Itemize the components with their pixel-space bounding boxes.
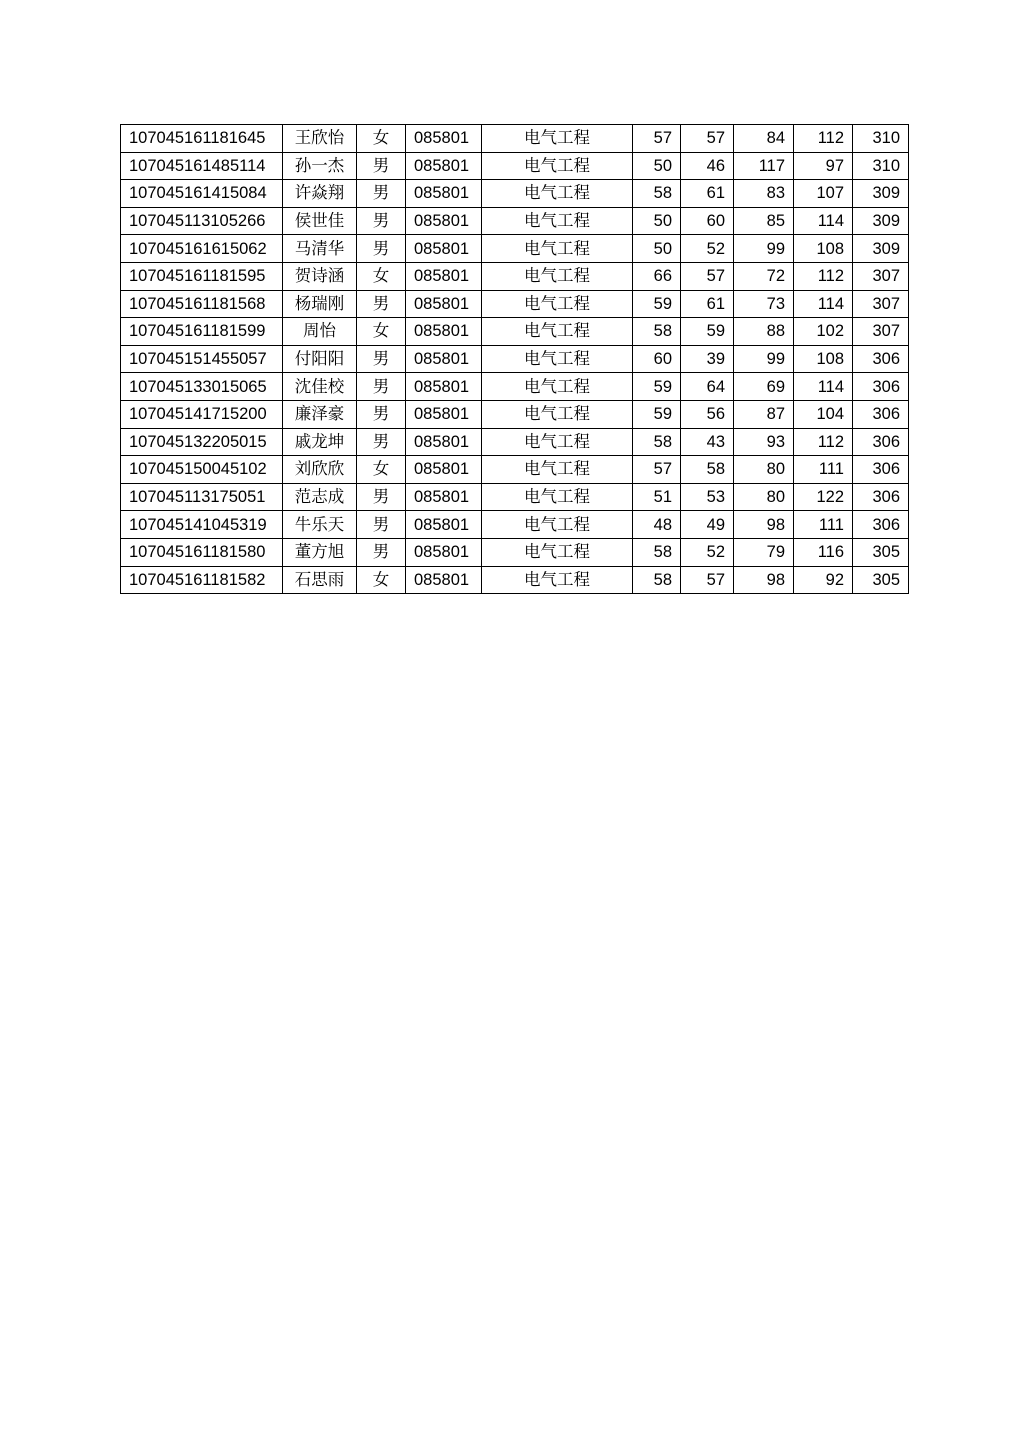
cell-total-score: 307	[853, 290, 909, 318]
table-row	[121, 262, 909, 290]
cell-gender: 男	[357, 152, 406, 180]
cell-exam-id: 107045161181580	[121, 538, 283, 566]
cell-name: 石思雨	[283, 566, 357, 594]
cell-gender: 男	[357, 180, 406, 208]
cell-score-1: 58	[633, 428, 681, 456]
cell-score-2: 57	[681, 566, 734, 594]
cell-score-3: 99	[734, 235, 794, 263]
cell-name: 董方旭	[283, 538, 357, 566]
cell-name: 范志成	[283, 483, 357, 511]
cell-score-3: 98	[734, 566, 794, 594]
table-row	[121, 428, 909, 456]
cell-score-1: 51	[633, 483, 681, 511]
cell-score-1: 60	[633, 345, 681, 373]
cell-name: 许焱翔	[283, 180, 357, 208]
cell-total-score: 306	[853, 400, 909, 428]
cell-score-4: 111	[794, 456, 853, 484]
cell-total-score: 309	[853, 207, 909, 235]
cell-score-3: 80	[734, 483, 794, 511]
cell-score-3: 83	[734, 180, 794, 208]
cell-score-1: 57	[633, 456, 681, 484]
cell-major-name: 电气工程	[482, 290, 633, 318]
cell-exam-id: 107045161485114	[121, 152, 283, 180]
cell-major-name: 电气工程	[482, 373, 633, 401]
cell-major-name: 电气工程	[482, 566, 633, 594]
score-table	[120, 124, 909, 594]
cell-score-2: 39	[681, 345, 734, 373]
cell-total-score: 309	[853, 180, 909, 208]
cell-major-code: 085801	[406, 428, 482, 456]
cell-score-3: 87	[734, 400, 794, 428]
cell-score-1: 50	[633, 235, 681, 263]
cell-score-2: 57	[681, 125, 734, 153]
cell-major-name: 电气工程	[482, 483, 633, 511]
cell-exam-id: 107045113175051	[121, 483, 283, 511]
cell-exam-id: 107045113105266	[121, 207, 283, 235]
cell-name: 杨瑞刚	[283, 290, 357, 318]
cell-gender: 男	[357, 235, 406, 263]
cell-major-code: 085801	[406, 262, 482, 290]
table-row	[121, 456, 909, 484]
table-row	[121, 152, 909, 180]
cell-score-3: 84	[734, 125, 794, 153]
cell-major-name: 电气工程	[482, 262, 633, 290]
cell-score-3: 99	[734, 345, 794, 373]
cell-gender: 女	[357, 456, 406, 484]
cell-name: 周怡	[283, 318, 357, 346]
cell-exam-id: 107045133015065	[121, 373, 283, 401]
cell-gender: 男	[357, 400, 406, 428]
table-row	[121, 180, 909, 208]
cell-exam-id: 107045132205015	[121, 428, 283, 456]
cell-major-code: 085801	[406, 511, 482, 539]
cell-score-1: 58	[633, 318, 681, 346]
cell-exam-id: 107045161181599	[121, 318, 283, 346]
cell-score-4: 112	[794, 428, 853, 456]
cell-exam-id: 107045151455057	[121, 345, 283, 373]
cell-name: 王欣怡	[283, 125, 357, 153]
cell-exam-id: 107045161615062	[121, 235, 283, 263]
table-row	[121, 290, 909, 318]
cell-score-4: 92	[794, 566, 853, 594]
cell-score-1: 57	[633, 125, 681, 153]
cell-gender: 男	[357, 290, 406, 318]
table-row	[121, 318, 909, 346]
cell-major-code: 085801	[406, 566, 482, 594]
cell-major-code: 085801	[406, 235, 482, 263]
cell-major-name: 电气工程	[482, 125, 633, 153]
cell-score-1: 58	[633, 180, 681, 208]
cell-major-name: 电气工程	[482, 345, 633, 373]
cell-name: 刘欣欣	[283, 456, 357, 484]
cell-major-name: 电气工程	[482, 400, 633, 428]
cell-score-4: 108	[794, 345, 853, 373]
cell-major-name: 电气工程	[482, 180, 633, 208]
cell-score-2: 61	[681, 180, 734, 208]
cell-score-4: 108	[794, 235, 853, 263]
cell-major-code: 085801	[406, 207, 482, 235]
cell-score-2: 58	[681, 456, 734, 484]
table-row	[121, 125, 909, 153]
cell-score-4: 112	[794, 125, 853, 153]
cell-total-score: 306	[853, 345, 909, 373]
cell-major-code: 085801	[406, 538, 482, 566]
cell-score-1: 59	[633, 373, 681, 401]
cell-score-4: 102	[794, 318, 853, 346]
cell-exam-id: 107045150045102	[121, 456, 283, 484]
cell-gender: 女	[357, 566, 406, 594]
cell-major-name: 电气工程	[482, 207, 633, 235]
cell-score-4: 112	[794, 262, 853, 290]
cell-total-score: 310	[853, 125, 909, 153]
cell-score-1: 50	[633, 152, 681, 180]
cell-major-name: 电气工程	[482, 428, 633, 456]
cell-exam-id: 107045161415084	[121, 180, 283, 208]
cell-total-score: 307	[853, 262, 909, 290]
table-body	[121, 125, 909, 594]
cell-major-name: 电气工程	[482, 538, 633, 566]
cell-name: 付阳阳	[283, 345, 357, 373]
cell-score-1: 50	[633, 207, 681, 235]
cell-score-3: 93	[734, 428, 794, 456]
cell-major-code: 085801	[406, 373, 482, 401]
cell-name: 侯世佳	[283, 207, 357, 235]
cell-major-code: 085801	[406, 180, 482, 208]
cell-score-2: 46	[681, 152, 734, 180]
cell-gender: 男	[357, 207, 406, 235]
cell-score-2: 53	[681, 483, 734, 511]
cell-name: 贺诗涵	[283, 262, 357, 290]
cell-gender: 男	[357, 538, 406, 566]
cell-score-4: 97	[794, 152, 853, 180]
cell-gender: 女	[357, 262, 406, 290]
cell-name: 孙一杰	[283, 152, 357, 180]
cell-score-4: 116	[794, 538, 853, 566]
cell-score-3: 72	[734, 262, 794, 290]
table-row	[121, 566, 909, 594]
cell-score-4: 104	[794, 400, 853, 428]
cell-score-3: 69	[734, 373, 794, 401]
cell-exam-id: 107045141045319	[121, 511, 283, 539]
cell-gender: 男	[357, 373, 406, 401]
table-row	[121, 400, 909, 428]
cell-score-1: 59	[633, 290, 681, 318]
cell-name: 牛乐天	[283, 511, 357, 539]
cell-score-2: 43	[681, 428, 734, 456]
cell-gender: 男	[357, 345, 406, 373]
cell-major-name: 电气工程	[482, 235, 633, 263]
cell-major-code: 085801	[406, 345, 482, 373]
cell-gender: 男	[357, 483, 406, 511]
cell-total-score: 309	[853, 235, 909, 263]
cell-name: 戚龙坤	[283, 428, 357, 456]
cell-gender: 男	[357, 428, 406, 456]
cell-major-name: 电气工程	[482, 456, 633, 484]
cell-score-1: 58	[633, 566, 681, 594]
cell-name: 沈佳校	[283, 373, 357, 401]
cell-score-4: 111	[794, 511, 853, 539]
cell-score-2: 64	[681, 373, 734, 401]
cell-major-name: 电气工程	[482, 318, 633, 346]
cell-score-2: 56	[681, 400, 734, 428]
cell-gender: 男	[357, 511, 406, 539]
cell-score-4: 114	[794, 290, 853, 318]
cell-major-code: 085801	[406, 152, 482, 180]
cell-total-score: 305	[853, 538, 909, 566]
cell-score-3: 88	[734, 318, 794, 346]
cell-score-3: 73	[734, 290, 794, 318]
cell-score-2: 57	[681, 262, 734, 290]
cell-score-3: 79	[734, 538, 794, 566]
cell-major-code: 085801	[406, 483, 482, 511]
cell-name: 廉泽豪	[283, 400, 357, 428]
cell-score-3: 80	[734, 456, 794, 484]
cell-total-score: 306	[853, 483, 909, 511]
cell-score-4: 114	[794, 207, 853, 235]
table-row	[121, 207, 909, 235]
cell-total-score: 306	[853, 456, 909, 484]
cell-score-2: 59	[681, 318, 734, 346]
cell-score-2: 52	[681, 235, 734, 263]
table-row	[121, 483, 909, 511]
cell-exam-id: 107045161181595	[121, 262, 283, 290]
cell-total-score: 306	[853, 373, 909, 401]
cell-total-score: 310	[853, 152, 909, 180]
cell-score-2: 52	[681, 538, 734, 566]
cell-major-code: 085801	[406, 400, 482, 428]
table-row	[121, 345, 909, 373]
cell-total-score: 305	[853, 566, 909, 594]
cell-score-1: 48	[633, 511, 681, 539]
cell-score-4: 122	[794, 483, 853, 511]
table-row	[121, 373, 909, 401]
cell-gender: 女	[357, 318, 406, 346]
cell-score-2: 61	[681, 290, 734, 318]
cell-score-3: 98	[734, 511, 794, 539]
cell-exam-id: 107045141715200	[121, 400, 283, 428]
table-row	[121, 511, 909, 539]
cell-gender: 女	[357, 125, 406, 153]
cell-total-score: 307	[853, 318, 909, 346]
cell-major-code: 085801	[406, 456, 482, 484]
cell-major-name: 电气工程	[482, 152, 633, 180]
cell-score-1: 58	[633, 538, 681, 566]
cell-exam-id: 107045161181582	[121, 566, 283, 594]
cell-major-code: 085801	[406, 290, 482, 318]
cell-exam-id: 107045161181568	[121, 290, 283, 318]
cell-score-3: 117	[734, 152, 794, 180]
cell-major-code: 085801	[406, 318, 482, 346]
cell-score-2: 49	[681, 511, 734, 539]
cell-major-code: 085801	[406, 125, 482, 153]
cell-exam-id: 107045161181645	[121, 125, 283, 153]
table-row	[121, 235, 909, 263]
cell-score-4: 107	[794, 180, 853, 208]
cell-name: 马清华	[283, 235, 357, 263]
cell-score-4: 114	[794, 373, 853, 401]
cell-score-3: 85	[734, 207, 794, 235]
cell-score-2: 60	[681, 207, 734, 235]
cell-major-name: 电气工程	[482, 511, 633, 539]
cell-total-score: 306	[853, 428, 909, 456]
cell-total-score: 306	[853, 511, 909, 539]
table-row	[121, 538, 909, 566]
cell-score-1: 66	[633, 262, 681, 290]
cell-score-1: 59	[633, 400, 681, 428]
